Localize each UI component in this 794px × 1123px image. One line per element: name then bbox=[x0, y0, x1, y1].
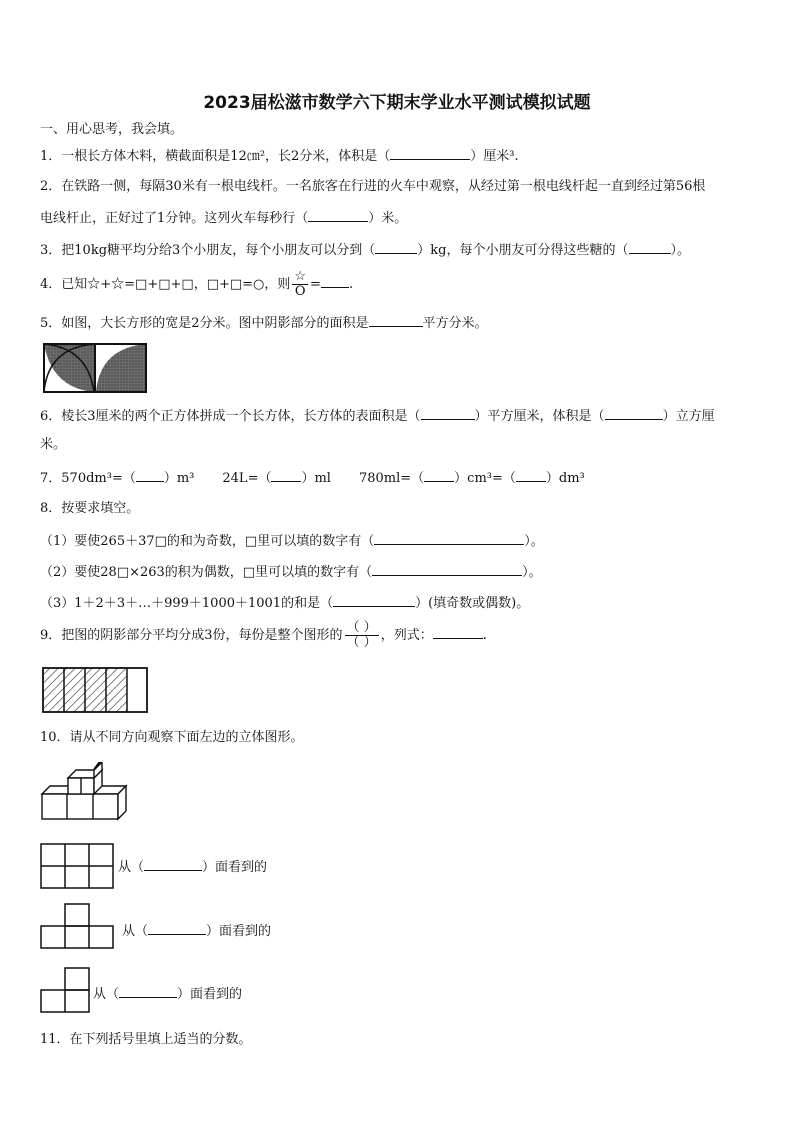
view-1-label: 从（ ）面看到的 bbox=[118, 857, 267, 877]
answer-blank[interactable] bbox=[271, 468, 301, 482]
question-2-line2: 电线杆止，正好过了1分钟。这列火车每秒行（ ）米。 bbox=[40, 208, 407, 228]
answer-blank[interactable] bbox=[629, 240, 671, 254]
rectangle-quarter-circles-figure bbox=[42, 342, 148, 394]
question-8-part3: （3）1＋2＋3＋…＋999＋1000＋1001的和是（ ）(填奇数或偶数)。 bbox=[40, 593, 529, 613]
top-view-l-shape bbox=[40, 967, 91, 1014]
side-view-t-shape bbox=[40, 903, 115, 950]
question-8-heading: 8．按要求填空。 bbox=[40, 501, 140, 516]
answer-blank[interactable] bbox=[308, 208, 368, 222]
fraction: $\frac{( )}{( )}$ bbox=[346, 620, 377, 650]
question-8-part1: （1）要使265＋37□的和为奇数，□里可以填的数字有（ ）。 bbox=[40, 531, 544, 551]
question-10-heading: 10．请从不同方向观察下面左边的立体图形。 bbox=[40, 730, 304, 745]
page-title: 2023届松滋市数学六下期末学业水平测试模拟试题 bbox=[203, 93, 591, 113]
front-view-grid bbox=[40, 843, 115, 890]
answer-blank[interactable] bbox=[148, 921, 206, 935]
cube-stack-figure bbox=[40, 762, 140, 822]
question-6-line1: 6．棱长3厘米的两个正方体拼成一个长方体，长方体的表面积是（ ）平方厘米，体积是（ ）立方厘 bbox=[40, 406, 715, 426]
fraction: $\frac{☆}{O}$ bbox=[294, 269, 307, 299]
question-6-line2: 米。 bbox=[40, 437, 67, 452]
question-5: 5．如图，大长方形的宽是2分米。图中阴影部分的面积是 平方分米。 bbox=[40, 313, 488, 333]
answer-blank[interactable] bbox=[516, 468, 546, 482]
answer-blank[interactable] bbox=[372, 562, 522, 576]
answer-blank[interactable] bbox=[369, 313, 423, 327]
answer-blank[interactable] bbox=[321, 274, 349, 288]
question-11: 11．在下列括号里填上适当的分数。 bbox=[40, 1032, 252, 1047]
answer-blank[interactable] bbox=[433, 625, 483, 639]
answer-blank[interactable] bbox=[605, 406, 663, 420]
question-7: 7．570dm³=（ ）m³ 24L=（ ）ml 780ml=（ ）cm³=（ ）dm³ bbox=[40, 468, 585, 488]
striped-rectangle-figure bbox=[42, 667, 148, 713]
question-3: 3．把10kg糖平均分给3个小朋友，每个小朋友可以分到（ ）kg，每个小朋友可分得这些糖的（ ）。 bbox=[40, 240, 690, 260]
view-3-label: 从（ ）面看到的 bbox=[93, 984, 242, 1004]
answer-blank[interactable] bbox=[375, 240, 417, 254]
answer-blank[interactable] bbox=[119, 984, 177, 998]
answer-blank[interactable] bbox=[424, 468, 454, 482]
answer-blank[interactable] bbox=[390, 146, 470, 160]
answer-blank[interactable] bbox=[136, 468, 164, 482]
answer-blank[interactable] bbox=[144, 857, 202, 871]
question-1: 1．一根长方体木料，横截面积是12㎝²，长2分米，体积是（ ）厘米³. bbox=[40, 146, 519, 166]
answer-blank[interactable] bbox=[374, 531, 524, 545]
question-9: 9．把图的阴影部分平均分成3份，每份是整个图形的 $\frac{( )}{( )}$ ，列式： . bbox=[40, 620, 487, 650]
shaded-region-right bbox=[96, 344, 146, 392]
question-8-part2: （2）要使28□×263的积为偶数，□里可以填的数字有（ ）。 bbox=[40, 562, 542, 582]
question-2-line1: 2．在铁路一侧，每隔30米有一根电线杆。一名旅客在行进的火车中观察，从经过第一根电线杆起一直到经过第56根 bbox=[40, 179, 706, 194]
section-heading: 一、用心思考，我会填。 bbox=[40, 122, 184, 137]
view-2-label: 从（ ）面看到的 bbox=[122, 921, 271, 941]
answer-blank[interactable] bbox=[333, 593, 415, 607]
question-4: 4．已知☆+☆=□+□+□，□+□=○，则 $\frac{☆}{O}$ = . bbox=[40, 269, 354, 299]
answer-blank[interactable] bbox=[421, 406, 475, 420]
